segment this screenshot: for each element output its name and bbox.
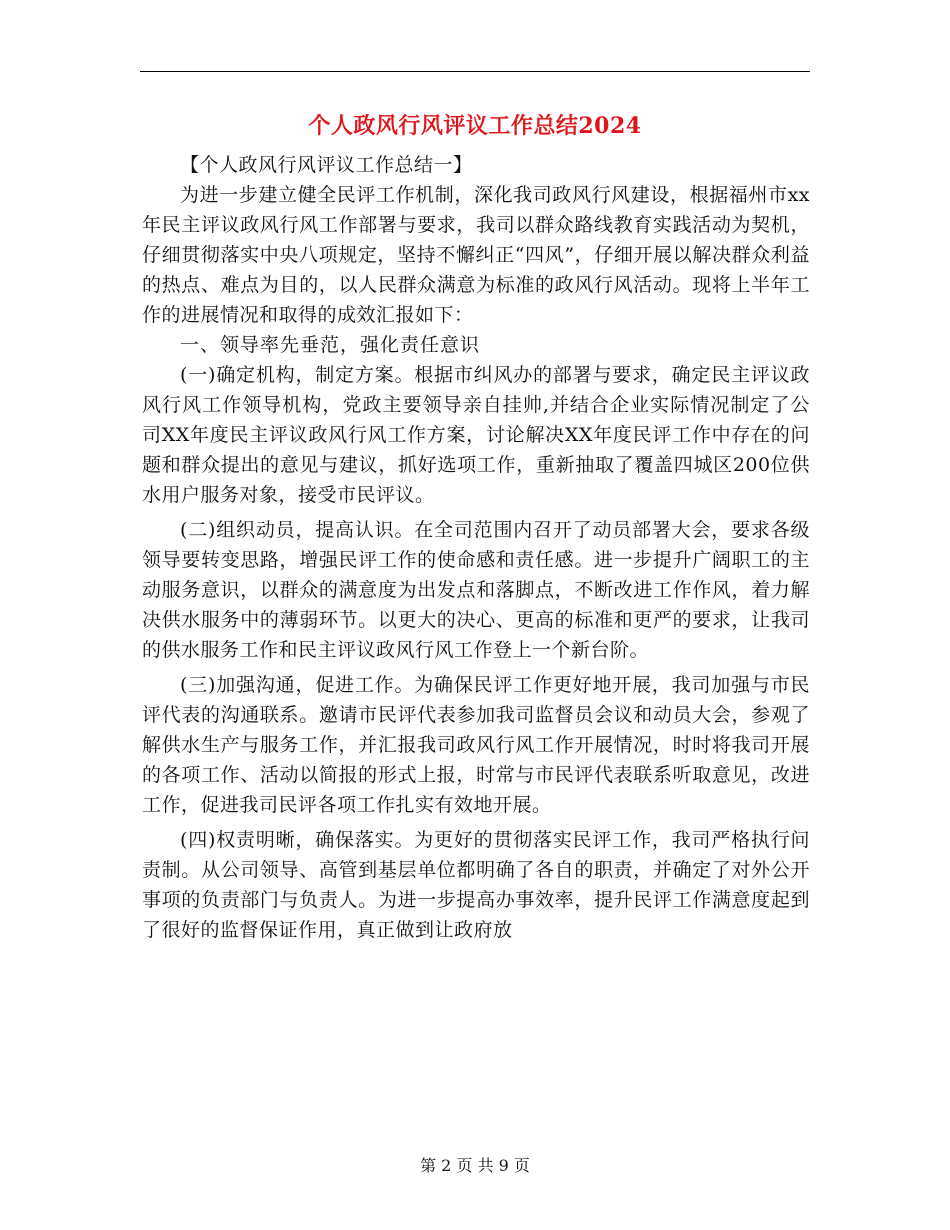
body-paragraph-4: (四)权责明晰，确保落实。为更好的贯彻落实民评工作，我司严格执行问责制。从公司领导、高管到基层单位都明确了各自的职责，并确定了对外公开事项的负责部门与负责人。为进一步提高办事效率，提升民评工作满意度起到了很好的监督保证作用，真正做到让政府放 — [142, 829, 810, 941]
page-number-footer: 第 2 页 共 9 页 — [420, 1156, 530, 1175]
header-rule — [140, 71, 810, 72]
document-title: 个人政风行风评议工作总结2024 — [308, 113, 642, 139]
body-paragraph-3: (三)加强沟通，促进工作。为确保民评工作更好地开展，我司加强与市民评代表的沟通联系。邀请市民评代表参加我司监督员会议和动员大会，参观了解供水生产与服务工作，并汇报我司政风行风工作开展情况，时时将我司开展的各项工作、活动以简报的形式上报，时常与市民评代表联系听取意见，改进工作，促进我司民评各项工作扎实有效地开展。 — [142, 674, 810, 816]
section-label: 【个人政风行风评议工作总结一】 — [180, 154, 473, 176]
section-heading: 一、领导率先垂范，强化责任意识 — [180, 334, 481, 356]
document-body — [142, 150, 810, 945]
body-paragraph-1: (一)确定机构，制定方案。根据市纠风办的部署与要求，确定民主评议政风行风工作领导机构，党政主要领导亲自挂帅,并结合企业实际情况制定了公司XX年度民主评议政风行风工作方案，讨论解决XX年度民评工作中存在的问题和群众提出的意见与建议，抓好选项工作，重新抽取了覆盖四城区200位供水用户服务对象，接受市民评议。 — [142, 364, 810, 506]
body-paragraph-2: (二)组织动员，提高认识。在全司范围内召开了动员部署大会，要求各级领导要转变思路，增强民评工作的使命感和责任感。进一步提升广阔职工的主动服务意识，以群众的满意度为出发点和落脚点，不断改进工作作风，着力解决供水服务中的薄弱环节。以更大的决心、更高的标准和更严的要求，让我司的供水服务工作和民主评议政风行风工作登上一个新台阶。 — [142, 519, 810, 661]
intro-paragraph: 为进一步建立健全民评工作机制，深化我司政风行风建设，根据福州市xx年民主评议政风行风工作部署与要求，我司以群众路线教育实践活动为契机，仔细贯彻落实中央八项规定，坚持不懈纠正“四风”，仔细开展以解决群众利益的热点、难点为目的，以人民群众满意为标准的政风行风活动。现将上半年工作的进展情况和取得的成效汇报如下： — [142, 184, 810, 326]
